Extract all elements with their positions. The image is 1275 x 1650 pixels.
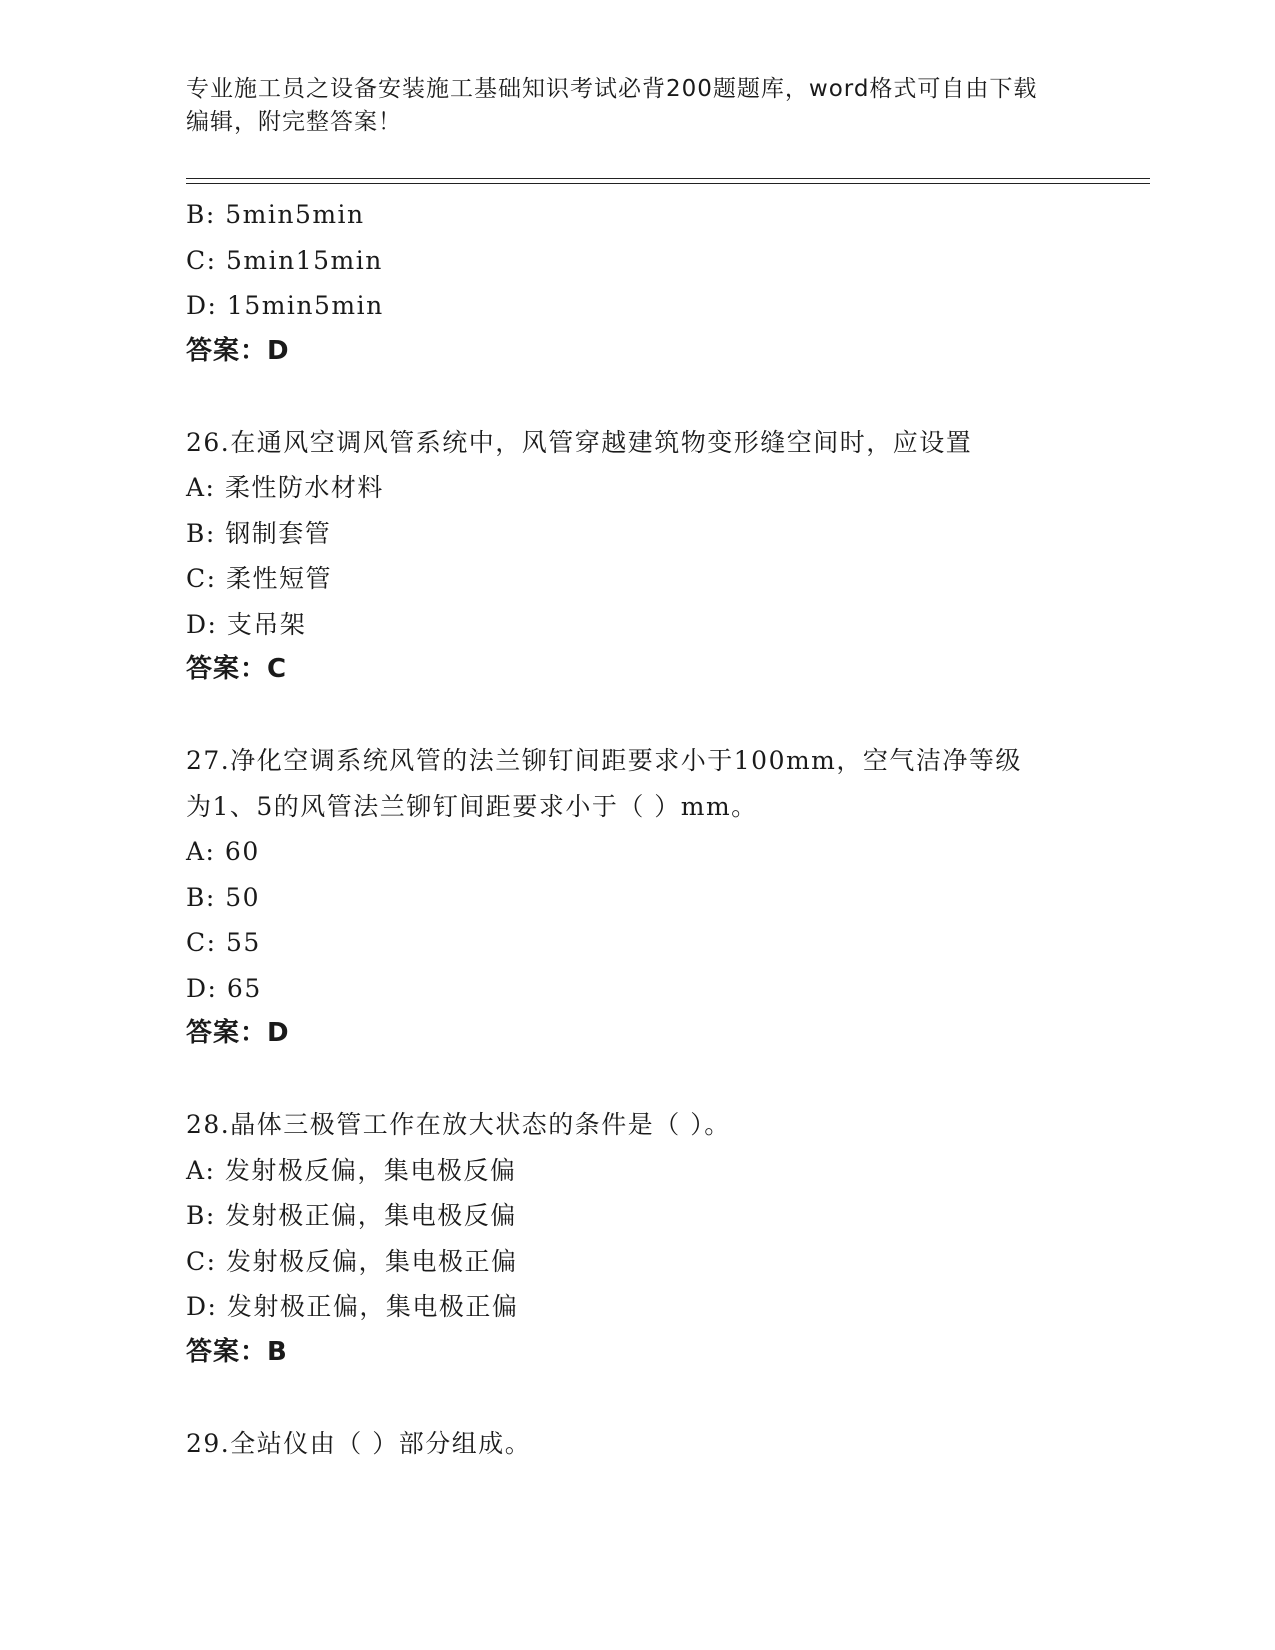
option-d: D: 发射极正偏，集电极正偏 <box>186 1292 519 1321</box>
header-rule-top <box>186 178 1150 179</box>
spacer <box>186 1375 1146 1421</box>
option-a: A: 柔性防水材料 <box>186 473 384 502</box>
option-b: B: 5min5min <box>186 200 365 229</box>
question-stem: 28.晶体三极管工作在放大状态的条件是（ ）。 <box>186 1110 731 1139</box>
answer-label: 答案：D <box>186 1018 290 1048</box>
option-d: D: 支吊架 <box>186 609 307 639</box>
header-rule-bottom <box>186 183 1150 184</box>
option-b: B: 发射极正偏，集电极反偏 <box>186 1201 517 1230</box>
question-stem-continued: 为1、5的风管法兰铆钉间距要求小于（ ）mm。 <box>186 791 758 821</box>
header-line-2: 编辑，附完整答案！ <box>186 109 402 135</box>
question-stem: 27.净化空调系统风管的法兰铆钉间距要求小于100mm，空气洁净等级 <box>186 746 1022 775</box>
option-d: D: 15min5min <box>186 291 384 320</box>
option-c: C: 5min15min <box>186 245 383 275</box>
option-c: C: 柔性短管 <box>186 564 332 593</box>
question-29 <box>186 1421 1146 1467</box>
header-line-1: 专业施工员之设备安装施工基础知识考试必背200题题库，word格式可自由下载 <box>186 76 1038 102</box>
spacer <box>186 374 1146 420</box>
question-list <box>186 192 1146 1466</box>
option-a: A: 发射极反偏，集电极反偏 <box>186 1155 517 1185</box>
question-25-tail <box>186 192 1146 374</box>
spacer <box>186 693 1146 739</box>
answer-label: 答案：B <box>186 1336 288 1367</box>
option-c: C: 发射极反偏，集电极正偏 <box>186 1246 518 1276</box>
answer-label: 答案：D <box>186 335 290 366</box>
option-c: C: 55 <box>186 928 261 957</box>
document-header <box>186 73 1066 139</box>
option-a: A: 60 <box>186 837 260 866</box>
option-d: D: 65 <box>186 973 262 1003</box>
question-stem: 29.全站仪由（ ）部分组成。 <box>186 1428 532 1458</box>
question-28 <box>186 1102 1146 1375</box>
answer-label: 答案：C <box>186 654 288 684</box>
question-26 <box>186 420 1146 693</box>
question-stem: 26.在通风空调风管系统中，风管穿越建筑物变形缝空间时，应设置 <box>186 427 973 457</box>
spacer <box>186 1057 1146 1103</box>
question-27 <box>186 738 1146 1057</box>
option-b: B: 50 <box>186 882 261 912</box>
option-b: B: 钢制套管 <box>186 518 332 548</box>
